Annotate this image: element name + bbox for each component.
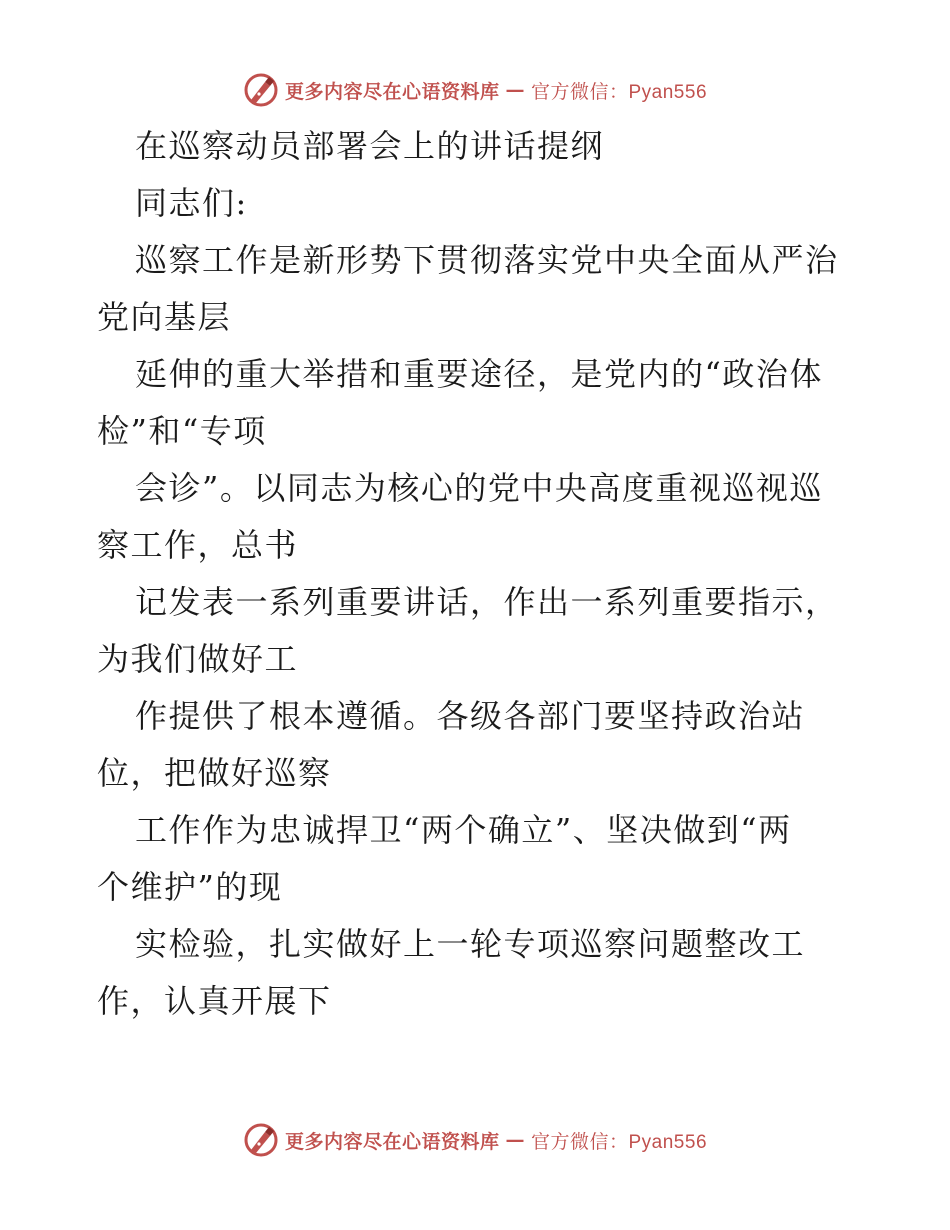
watermark-banner xyxy=(243,1122,707,1158)
paragraph-line: 个维护”的现 xyxy=(97,868,283,906)
paragraph-line: 党向基层 xyxy=(97,298,232,336)
banner-main-text: 更多内容尽在心语资料库 xyxy=(284,1130,500,1153)
paragraph-line: 延伸的重大举措和重要途径，是党内的“政治体 xyxy=(135,355,823,393)
document-body xyxy=(97,118,857,1030)
document-title: 在巡察动员部署会上的讲话提纲 xyxy=(135,127,605,165)
banner-separator: — xyxy=(505,1129,525,1151)
paragraph-line: 会诊”。以同志为核心的党中央高度重视巡视巡 xyxy=(135,469,823,507)
paragraph-line: 实检验，扎实做好上一轮专项巡察问题整改工 xyxy=(135,925,806,963)
page-footer-banner xyxy=(0,1120,950,1160)
paragraph-line: 工作作为忠诚捍卫“两个确立”、坚决做到“两 xyxy=(135,811,792,849)
paragraph-line: 作，认真开展下 xyxy=(97,982,332,1020)
banner-main-text: 更多内容尽在心语资料库 xyxy=(284,80,500,103)
paragraph-line: 作提供了根本遵循。各级各部门要坚持政治站 xyxy=(135,697,806,735)
paragraph-line: 检”和“专项 xyxy=(97,412,267,450)
pen-nib-logo-icon xyxy=(243,72,279,108)
paragraph-line: 位，把做好巡察 xyxy=(97,754,332,792)
paragraph-line: 记发表一系列重要讲话，作出一系列重要指示， xyxy=(135,583,839,621)
paragraph-line: 为我们做好工 xyxy=(97,640,299,678)
banner-wechat-text: 官方微信：Pyan556 xyxy=(531,81,708,103)
pen-nib-logo-icon xyxy=(243,1122,279,1158)
banner-wechat-text: 官方微信：Pyan556 xyxy=(531,1131,708,1153)
paragraph-line: 巡察工作是新形势下贯彻落实党中央全面从严治 xyxy=(135,241,839,279)
document-salutation: 同志们: xyxy=(135,184,248,222)
page-header-banner xyxy=(0,70,950,110)
banner-separator: — xyxy=(505,79,525,101)
watermark-banner xyxy=(243,72,707,108)
paragraph-line: 察工作，总书 xyxy=(97,526,299,564)
